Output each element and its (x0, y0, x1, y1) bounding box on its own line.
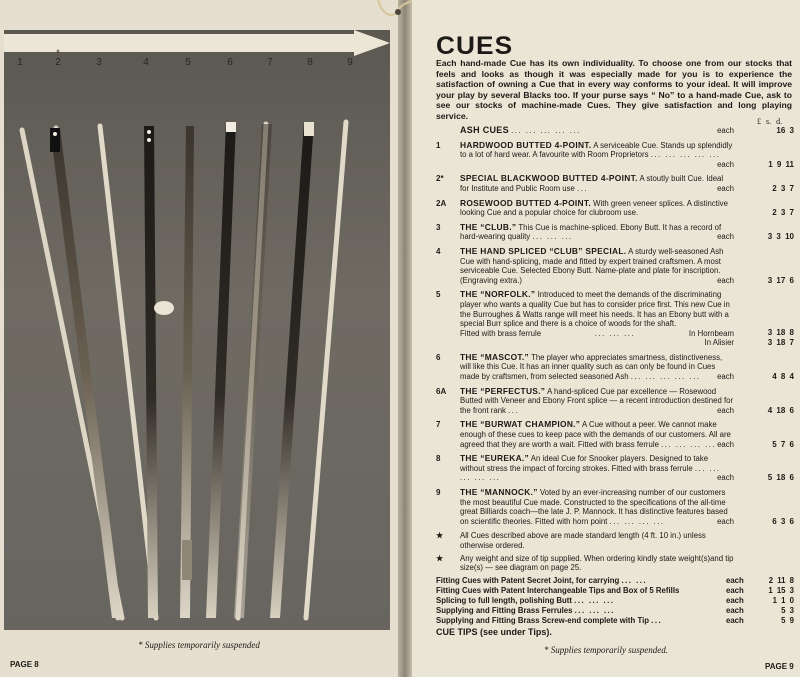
item-number: 4 (436, 246, 441, 256)
cue-item-5 (436, 290, 794, 348)
item-price: 3 17 6 (767, 275, 794, 285)
item-name: THE “EUREKA.” (460, 453, 530, 464)
left-page (0, 0, 398, 677)
price-list (436, 126, 794, 637)
cue-tips-reference: CUE TIPS (see under Tips). (436, 626, 552, 637)
each-label: each (717, 516, 734, 526)
leader-dots: ... ... ... (574, 605, 615, 615)
item-number: 5 (436, 290, 441, 300)
item-name: THE “NORFOLK.” (460, 289, 536, 300)
cue-7 (234, 124, 272, 618)
cue-item-8 (436, 454, 794, 483)
item-description: A hand-spliced Cue par excellence — Rosewood Butted with Veneer and Ebony Front splice — a recent introduction destined for the front rank (460, 386, 734, 415)
item-name: ROSEWOOD BUTTED 4-POINT. (460, 197, 591, 208)
each-label: each (726, 585, 744, 595)
extra-label: Fitting Cues with Patent Interchangeable Tips and Box of 5 Refills (436, 585, 680, 595)
leader-dots: ... ... ... ... ... (630, 372, 701, 382)
item-description: Introduced to meet the demands of the discriminating player who wants a quality Cue but has to consider price first. This new Cue in the Burroughes & Watts range will meet his needs. It has an Ebony butt with a special Burr splice and there is a choice of woods for the shaft. (460, 290, 730, 329)
leader-dots: ... ... ... ... ... (460, 463, 721, 483)
item-name: SPECIAL BLACKWOOD BUTTED 4-POINT. (460, 173, 638, 184)
cue-item-6 (436, 353, 794, 382)
each-label: each (717, 275, 734, 285)
leader-dots: ... ... ... (594, 328, 636, 338)
cue-number-3: 3 (96, 57, 102, 68)
extra-label: Splicing to full length, polishing Butt (436, 595, 572, 605)
cue-item-2 (436, 174, 794, 193)
each-label: each (726, 575, 744, 585)
extra-secret-joint (436, 576, 794, 586)
extra-price: 2 11 8 (768, 575, 794, 585)
leader-dots: ... ... ... (574, 595, 615, 605)
note-text: Any weight and size of tip supplied. When ordering kindly state weight(s)and tip size(s) — see diagram on page 25. (460, 553, 734, 573)
cue-2 (50, 128, 122, 618)
star-mark: * (56, 48, 60, 58)
item-name: THE HAND SPLICED “CLUB” SPECIAL. (460, 245, 627, 256)
each-label: each (717, 232, 734, 242)
cue-number-6: 6 (227, 57, 233, 68)
item-description: A serviceable Cue. Stands up splendidly to a lot of hard wear. A favourite with Room Proprietors (460, 140, 733, 160)
left-page-number: PAGE 8 (10, 660, 39, 669)
leader-dots: ... (651, 615, 663, 625)
item-name: THE “MANNOCK.” (460, 487, 538, 497)
item-number: 2* (436, 174, 444, 184)
chalk-mark (154, 301, 174, 315)
note-tip-size (436, 554, 794, 573)
extra-splicing (436, 596, 794, 606)
item-price-hornbeam: 3 18 8 (767, 328, 794, 338)
item-description: This Cue is machine-spliced. Ebony Butt. It has a record of hard-wearing quality (460, 222, 722, 242)
ferrule-label: Fitted with brass ferrule (460, 328, 542, 338)
leader-dots: ... (508, 405, 520, 415)
extra-screw-end (436, 616, 794, 626)
item-number: 3 (436, 222, 441, 232)
each-label: each (717, 372, 734, 382)
cue-item-4 (436, 247, 794, 285)
cue-item-7 (436, 420, 794, 449)
cue-item-3 (436, 223, 794, 242)
right-footnote: * Supplies temporarily suspended. (544, 645, 668, 655)
item-description: A sturdy well-seasoned Ash Cue with hand-splicing, made and fitted by expert trained craftsmen. A most serviceable Cue. Selected Ebony Butt. Name-plate and plate for inscription. (Engraving extra.) (460, 246, 724, 285)
item-description: A stoutly built Cue. Ideal for Institute and Public Room use (460, 174, 724, 193)
extra-label: Supplying and Fitting Brass Ferrules (436, 605, 573, 615)
item-price: 2 3 7 (772, 183, 794, 193)
each-label: each (726, 615, 744, 625)
item-name: THE “CLUB.” (460, 221, 517, 232)
cue-number-8: 8 (307, 57, 313, 68)
star-icon: ★ (436, 531, 444, 541)
leader-dots: ... ... ... ... ... (650, 150, 721, 160)
extra-price: 5 9 (781, 615, 794, 625)
item-price: 1 9 11 (768, 159, 794, 169)
each-label: each (717, 159, 734, 169)
page-title: CUES (436, 32, 514, 60)
note-text: All Cues described above are made standard length (4 ft. 10 in.) unless otherwise ordered. (460, 531, 706, 550)
item-number: 6A (436, 386, 447, 396)
item-price: 2 3 7 (772, 208, 794, 218)
cue-number-5: 5 (185, 57, 191, 68)
item-price: 16 3 (776, 126, 794, 135)
right-page-number: PAGE 9 (765, 662, 794, 671)
cue-item-9 (436, 488, 794, 526)
each-label: each (726, 595, 744, 605)
item-number: 1 (436, 140, 441, 150)
item-number: 2A (436, 198, 447, 208)
price-column-header: £ s. d. (757, 117, 783, 126)
leader-dots: ... ... ... ... (661, 439, 717, 449)
cue-6 (206, 122, 236, 618)
cue-item-2a (436, 199, 794, 218)
item-description: With green veneer splices. A distinctive looking Cue and a popular choice for clubroom use. (460, 198, 728, 218)
each-label: each (717, 473, 734, 483)
each-label: each (717, 439, 734, 449)
item-name: HARDWOOD BUTTED 4-POINT. (460, 139, 592, 150)
each-label: each (717, 183, 734, 193)
leader-dots: ... (577, 183, 589, 193)
cue-number-2: 2 (55, 57, 61, 68)
extra-brass-ferrules (436, 606, 794, 616)
cue-number-4: 4 (143, 57, 149, 68)
book-gutter (398, 0, 412, 677)
item-name: THE “BURWAT CHAMPION.” (460, 419, 581, 430)
item-description: An ideal Cue for Snooker players. Designed to take without stress the impact of forcing strokes. Fitted with brass ferrule (460, 454, 709, 473)
each-label: each (717, 126, 734, 135)
note-standard-length (436, 531, 794, 550)
extra-label: Fitting Cues with Patent Secret Joint, for carrying (436, 575, 620, 585)
cue-photograph (4, 30, 390, 630)
extra-price: 5 3 (781, 605, 794, 615)
cue-5 (180, 126, 194, 618)
wood-option-alisier: In Alisier (704, 338, 734, 348)
item-price: 4 8 4 (772, 372, 794, 382)
item-number: 8 (436, 454, 441, 464)
leader-dots: ... ... ... ... ... (511, 126, 581, 135)
extra-interchangeable-tips (436, 586, 794, 596)
item-price: 6 3 6 (772, 516, 794, 526)
item-description: The player who appreciates smartness, distinctiveness, will like this Cue. It has an inner quality such as can only be found in Cues made by craftsmen, from selected seasoned Ash (460, 352, 723, 382)
wood-option-hornbeam: In Hornbeam (688, 328, 734, 338)
extra-price: 1 15 3 (768, 585, 794, 595)
cue-8 (270, 122, 314, 618)
leader-dots: ... ... ... (532, 232, 573, 242)
item-name: THE “PERFECTUS.” (460, 385, 546, 396)
item-price-alisier: 3 18 7 (767, 338, 794, 348)
cue-9 (306, 122, 346, 618)
leader-dots: ... ... (621, 575, 648, 585)
intro-paragraph: Each hand-made Cue has its own individuality. To choose one from our stocks that feels and looks as though it was especially made for you is to experience the satisfaction of owning a Cue that in every way conforms to your ideal. It will improve your play by several Blacks too. If your purse says “ No” to a hand-made Cue, ask to see our stocks of machine-made Cues. They give satisfaction and long playing service. (436, 58, 792, 121)
each-label: each (726, 605, 744, 615)
extra-label: Supplying and Fitting Brass Screw-end complete with Tip (436, 615, 649, 625)
cue-number-1: 1 (17, 57, 23, 68)
star-icon: ★ (436, 553, 444, 563)
ash-cues-row (436, 126, 794, 136)
item-description: Voted by an ever-increasing number of our customers the most beautiful Cue made. Constructed to the specifications of the all-time great Billiards coach—the late J. P. Mannock. It has distinctive features based on scientific theories. Fitted with horn point (460, 488, 728, 526)
item-price: 4 18 6 (767, 405, 794, 415)
cues-illustration (4, 70, 390, 630)
item-number: 9 (436, 488, 441, 497)
extra-price: 1 1 0 (772, 595, 794, 605)
item-description: A Cue without a peer. We cannot make enough of these cues to keep pace with the demands of our customers. All are agreed that they are worth a wait. Fitted with brass ferrule (460, 420, 731, 449)
cue-number-9: 9 (347, 57, 353, 68)
leader-dots: ... ... ... ... (609, 516, 665, 526)
cue-number-7: 7 (267, 57, 273, 68)
item-number: 6 (436, 352, 441, 362)
item-price: 3 3 10 (767, 232, 794, 242)
item-price: 5 7 6 (772, 439, 794, 449)
item-name: ASH CUES (460, 125, 509, 135)
cue-item-6a (436, 387, 794, 416)
each-label: each (717, 405, 734, 415)
left-footnote: * Supplies temporarily suspended (138, 640, 260, 650)
item-price: 5 18 6 (767, 473, 794, 483)
cue-item-1 (436, 141, 794, 170)
item-name: THE “MASCOT.” (460, 351, 530, 362)
item-number: 7 (436, 420, 441, 430)
